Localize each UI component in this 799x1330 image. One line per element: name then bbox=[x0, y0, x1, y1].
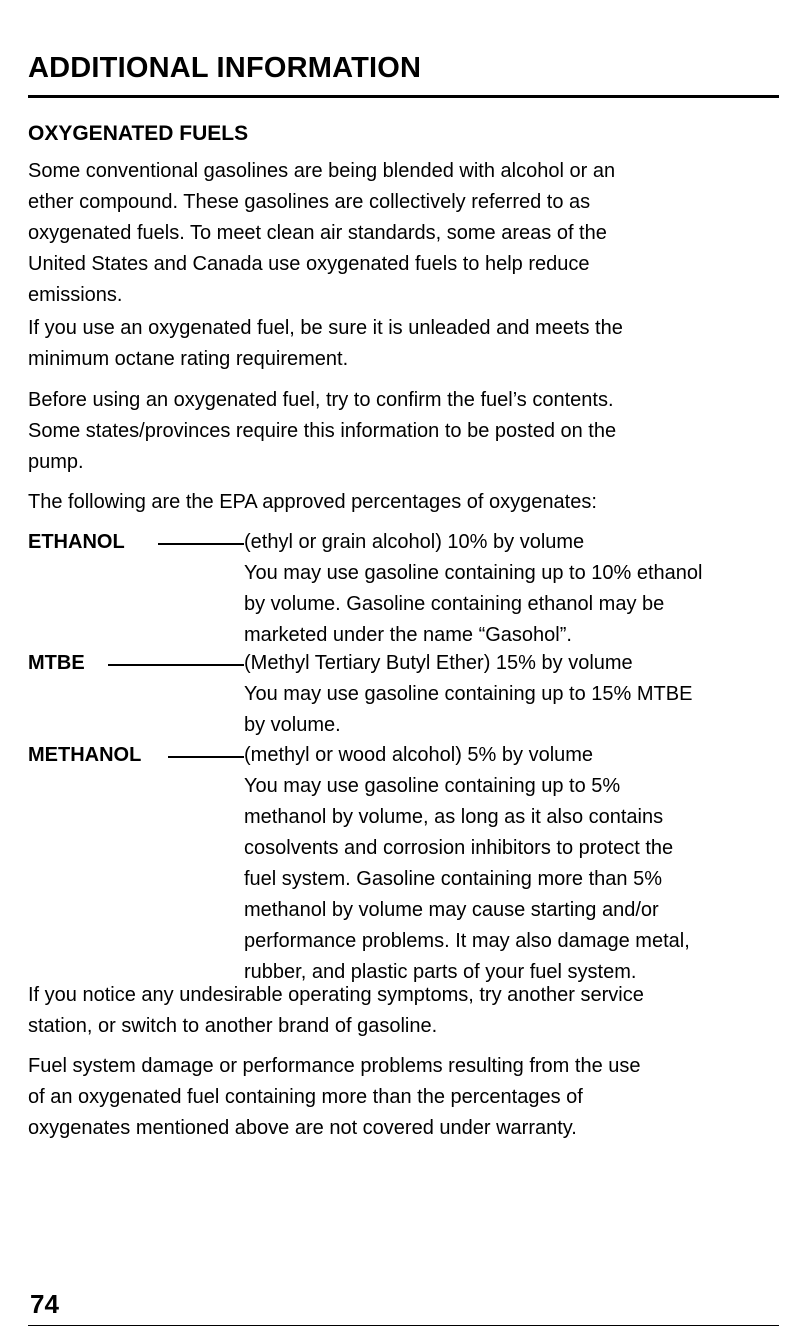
description-line: (Methyl Tertiary Butyl Ether) 15% by volume bbox=[244, 652, 633, 674]
description-line: cosolvents and corrosion inhibitors to protect the bbox=[244, 837, 674, 859]
paragraph-line: of an oxygenated fuel containing more than the percentages of bbox=[28, 1086, 583, 1108]
paragraph-line: The following are the EPA approved percentages of oxygenates: bbox=[28, 491, 597, 513]
page-number: 74 bbox=[30, 1289, 59, 1319]
description-line: fuel system. Gasoline containing more than 5% bbox=[244, 868, 662, 890]
paragraph-line: Some states/provinces require this information to be posted on the bbox=[28, 420, 617, 442]
epa-intro-paragraph bbox=[28, 487, 788, 518]
description-line: methanol by volume may cause starting and/or bbox=[244, 899, 659, 921]
description-line: (methyl or wood alcohol) 5% by volume bbox=[244, 744, 594, 766]
confirm-contents-paragraph bbox=[28, 385, 788, 478]
description-line: performance problems. It may also damage metal, bbox=[244, 930, 690, 952]
symptoms-paragraph bbox=[28, 980, 788, 1042]
paragraph-line: minimum octane rating requirement. bbox=[28, 348, 349, 370]
warranty-paragraph bbox=[28, 1051, 788, 1144]
oxygenate-description bbox=[244, 740, 690, 988]
description-line: by volume. bbox=[244, 714, 341, 736]
paragraph-line: If you use an oxygenated fuel, be sure it is unleaded and meets the bbox=[28, 317, 623, 339]
description-line: You may use gasoline containing up to 15% MTBE bbox=[244, 683, 693, 705]
oxygenate-description bbox=[244, 527, 703, 651]
paragraph-line: Before using an oxygenated fuel, try to confirm the fuel’s contents. bbox=[28, 389, 614, 411]
paragraph-line: Some conventional gasolines are being blended with alcohol or an bbox=[28, 160, 616, 182]
paragraph-line: emissions. bbox=[28, 284, 123, 306]
section-title: OXYGENATED FUELS bbox=[28, 122, 249, 145]
paragraph-line: station, or switch to another brand of gasoline. bbox=[28, 1015, 438, 1037]
paragraph-line: United States and Canada use oxygenated fuels to help reduce bbox=[28, 253, 590, 275]
leader-dash bbox=[158, 543, 244, 545]
footer-divider bbox=[28, 1325, 779, 1326]
paragraph-line: oxygenated fuels. To meet clean air standards, some areas of the bbox=[28, 222, 607, 244]
leader-dash bbox=[168, 756, 244, 758]
page-title: ADDITIONAL INFORMATION bbox=[28, 52, 422, 84]
intro-paragraph bbox=[28, 156, 788, 311]
description-line: rubber, and plastic parts of your fuel system. bbox=[244, 961, 637, 983]
description-line: methanol by volume, as long as it also contains bbox=[244, 806, 664, 828]
paragraph-line: pump. bbox=[28, 451, 84, 473]
description-line: by volume. Gasoline containing ethanol may be bbox=[244, 593, 665, 615]
oxygenate-description bbox=[244, 648, 692, 741]
description-line: You may use gasoline containing up to 10% ethanol bbox=[244, 562, 703, 584]
leader-dash bbox=[108, 664, 244, 666]
description-line: You may use gasoline containing up to 5% bbox=[244, 775, 621, 797]
oxygenate-label: METHANOL bbox=[28, 744, 142, 766]
paragraph-line: ether compound. These gasolines are collectively referred to as bbox=[28, 191, 591, 213]
oxygenate-label: MTBE bbox=[28, 652, 85, 674]
paragraph-line: If you notice any undesirable operating symptoms, try another service bbox=[28, 984, 644, 1006]
oxygenate-label: ETHANOL bbox=[28, 531, 125, 553]
paragraph-line: Fuel system damage or performance problems resulting from the use bbox=[28, 1055, 641, 1077]
paragraph-line: oxygenates mentioned above are not covered under warranty. bbox=[28, 1117, 577, 1139]
description-line: (ethyl or grain alcohol) 10% by volume bbox=[244, 531, 585, 553]
unleaded-paragraph bbox=[28, 313, 788, 375]
header-divider bbox=[28, 95, 779, 98]
description-line: marketed under the name “Gasohol”. bbox=[244, 624, 572, 646]
